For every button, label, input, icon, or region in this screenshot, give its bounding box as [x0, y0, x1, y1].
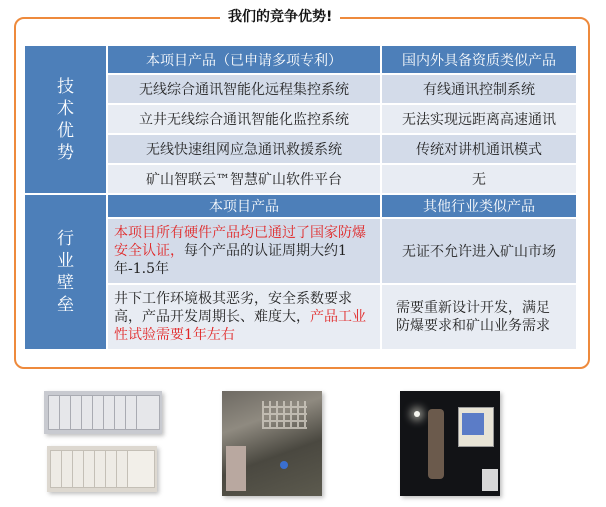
tech-ours-cell: 矿山智联云™智慧矿山软件平台: [107, 164, 381, 194]
table-row: [24, 284, 577, 350]
barrier-ours-cell: [107, 284, 381, 350]
barrier-header-ours: 本项目产品: [107, 194, 381, 218]
highlight-text: 产品工业性试验需要1年左右: [114, 309, 366, 343]
side-char: 行: [57, 229, 74, 249]
highlight-text: 本项目所有硬件产品均已通过了国家防爆安全认证，: [114, 225, 366, 259]
tech-ours-cell: 立井无线综合通讯智能化监控系统: [107, 104, 381, 134]
comparison-table: [23, 44, 578, 351]
side-char: 业: [57, 251, 74, 271]
tech-advantage-label: [24, 45, 107, 194]
body-text: 每个产品的认证周期大约1年-1.5年: [114, 243, 347, 277]
body-text: 井下工作环境极其恶劣，安全系数要求高，产品开发周期长、难度大，: [114, 291, 352, 325]
side-char: 优: [57, 120, 74, 141]
table-row: [24, 74, 577, 104]
side-char: 势: [57, 142, 74, 163]
tech-competitor-cell: 有线通讯控制系统: [381, 74, 577, 104]
tech-header-competitors: 国内外具备资质类似产品: [381, 45, 577, 74]
barrier-ours-cell: [107, 218, 381, 284]
tech-header-ours: 本项目产品（已申请多项专利）: [107, 45, 381, 74]
control-terminal-photo: [400, 391, 500, 496]
side-char: 术: [57, 98, 74, 119]
tech-competitor-cell: 无: [381, 164, 577, 194]
page-title: 我们的竞争优势!: [220, 7, 340, 27]
barrier-header-others: 其他行业类似产品: [381, 194, 577, 218]
barrier-others-cell: 需要重新设计开发，满足防爆要求和矿山业务需求: [381, 284, 577, 350]
industry-barrier-label: [24, 194, 107, 350]
underground-installation-photo: [222, 391, 322, 496]
barrier-others-cell: 无证不允许进入矿山市场: [381, 218, 577, 284]
side-char: 技: [57, 76, 74, 97]
tech-competitor-cell: 无法实现远距离高速通讯: [381, 104, 577, 134]
side-char: 垒: [57, 295, 74, 315]
tech-competitor-cell: 传统对讲机通讯模式: [381, 134, 577, 164]
side-char: 壁: [57, 273, 74, 293]
tech-ours-cell: 无线综合通讯智能化远程集控系统: [107, 74, 381, 104]
table-row: [24, 104, 577, 134]
table-row: [24, 164, 577, 194]
table-row: [24, 218, 577, 284]
table-row: [24, 134, 577, 164]
tech-ours-cell: 无线快速组网应急通讯救援系统: [107, 134, 381, 164]
